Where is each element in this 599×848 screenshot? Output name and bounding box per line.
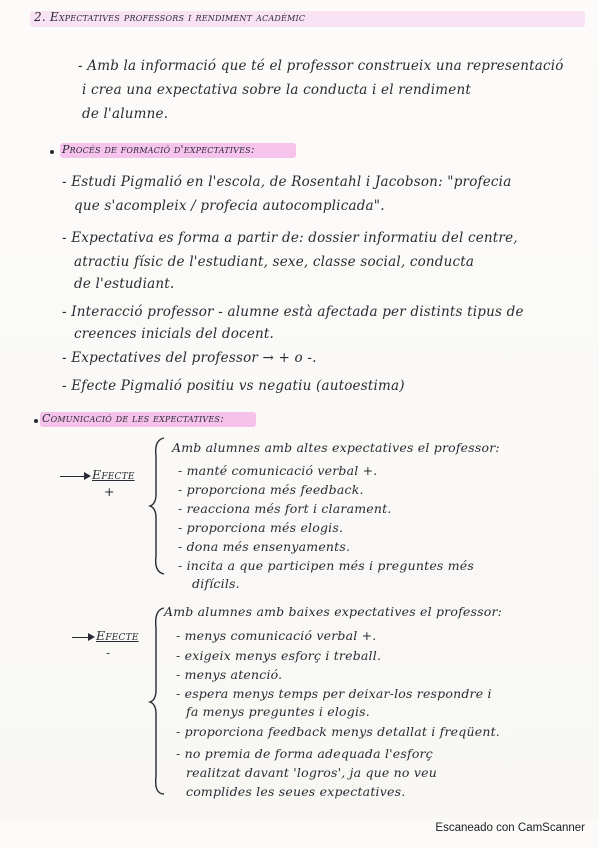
arrow-negative-head xyxy=(88,633,95,641)
arrow-positive-head xyxy=(84,472,91,480)
negative-item-6: - proporciona feedback menys detallat i freqüent. xyxy=(176,724,500,739)
section1-bullet xyxy=(50,150,54,154)
negative-item-1: - menys comunicació verbal +. xyxy=(176,628,377,643)
s1-line-9: - Efecte Pigmalió positiu vs negatiu (autoestima) xyxy=(62,378,405,394)
page-title: 2. Expectatives professors i rendiment acadèmic xyxy=(34,10,306,24)
s1-line-4: atractiu físic de l'estudiant, sexe, classe social, conducta xyxy=(74,254,475,270)
negative-item-7: - no premia de forma adequada l'esforç xyxy=(176,746,433,761)
s1-line-3: - Expectativa es forma a partir de: dossier informatiu del centre, xyxy=(62,230,518,246)
positive-item-5: - dona més ensenyaments. xyxy=(178,539,351,554)
s1-line-8: - Expectatives del professor → + o -. xyxy=(62,350,317,366)
s1-line-7: creences inicials del docent. xyxy=(74,326,275,342)
effect-positive-sign: + xyxy=(104,484,115,499)
section1-heading: Procés de formació d'expectatives: xyxy=(62,143,255,156)
effect-positive-label: Efecte xyxy=(92,467,135,482)
positive-item-2: - proporciona més feedback. xyxy=(178,482,364,497)
positive-intro: Amb alumnes amb altes expectatives el professor: xyxy=(172,440,500,455)
positive-item-1: - manté comunicació verbal +. xyxy=(178,463,378,478)
s1-line-1: - Estudi Pigmalió en l'escola, de Rosentahl i Jacobson: "profecia xyxy=(62,174,512,190)
section2-bullet xyxy=(34,419,38,423)
s1-line-6: - Interacció professor - alumne està afectada per distints tipus de xyxy=(62,304,524,320)
positive-item-7: difícils. xyxy=(192,576,240,591)
section2-heading: Comunicació de les expectatives: xyxy=(42,412,225,425)
brace-negative xyxy=(148,606,168,796)
positive-item-4: - proporciona més elogis. xyxy=(178,520,344,535)
negative-item-3: - menys atenció. xyxy=(176,667,283,682)
effect-negative-label: Efecte xyxy=(96,628,139,643)
negative-item-5: fa menys preguntes i elogis. xyxy=(186,704,370,719)
intro-line-3: de l'alumne. xyxy=(82,106,169,122)
s1-line-2: que s'acompleix / profecia autocomplicada". xyxy=(74,198,385,214)
negative-item-9: complides les seues expectatives. xyxy=(186,784,406,799)
positive-item-6: - incita a que participen més i preguntes més xyxy=(178,558,474,573)
intro-line-2: i crea una expectativa sobre la conducta i el rendiment xyxy=(82,82,472,98)
brace-positive xyxy=(148,436,168,576)
effect-negative-sign: - xyxy=(106,645,111,660)
negative-item-8: realitzat davant 'logros', ja que no veu xyxy=(186,765,437,780)
negative-item-4: - espera menys temps per deixar-los respondre i xyxy=(176,686,492,701)
positive-item-3: - reacciona més fort i clarament. xyxy=(178,501,392,516)
arrow-positive-line xyxy=(60,476,86,477)
s1-line-5: de l'estudiant. xyxy=(74,276,175,292)
scanner-watermark: Escaneado con CamScanner xyxy=(435,822,585,834)
negative-intro: Amb alumnes amb baixes expectatives el professor: xyxy=(164,604,503,619)
negative-item-2: - exigeix menys esforç i treball. xyxy=(176,648,382,663)
intro-line-1: - Amb la informació que té el professor construeix una representació xyxy=(78,58,564,74)
